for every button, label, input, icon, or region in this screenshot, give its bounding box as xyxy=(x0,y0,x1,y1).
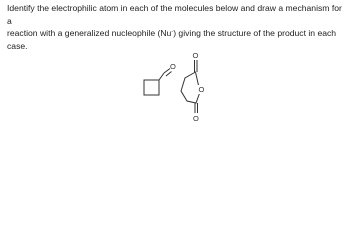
ring-to-carbonyl-bond xyxy=(159,73,164,80)
cyclobutane-ring xyxy=(144,80,159,95)
question-line-2-start: reaction with a generalized nucleophile (Nu xyxy=(7,28,172,39)
top-carbonyl-oxygen-label: O xyxy=(192,51,199,60)
question-line-1: Identify the electrophilic atom in each of the molecules below and draw a mechanism for a xyxy=(7,3,342,26)
bottom-carbonyl-oxygen-label: O xyxy=(193,114,199,123)
question-line-2-end: ) giving the structure of the product in each xyxy=(173,28,337,39)
nucleophile-charge: - xyxy=(171,29,174,36)
question-line-3: case. xyxy=(7,40,28,51)
molecule-succinic-anhydride xyxy=(181,51,206,123)
ring-oxygen-label: O xyxy=(198,85,205,94)
aldehyde-oxygen-label: O xyxy=(170,62,176,71)
molecule-cyclobutanecarbaldehyde xyxy=(144,62,176,95)
carbonyl-double-bond-b xyxy=(166,72,172,77)
anhydride-ring xyxy=(181,72,200,103)
